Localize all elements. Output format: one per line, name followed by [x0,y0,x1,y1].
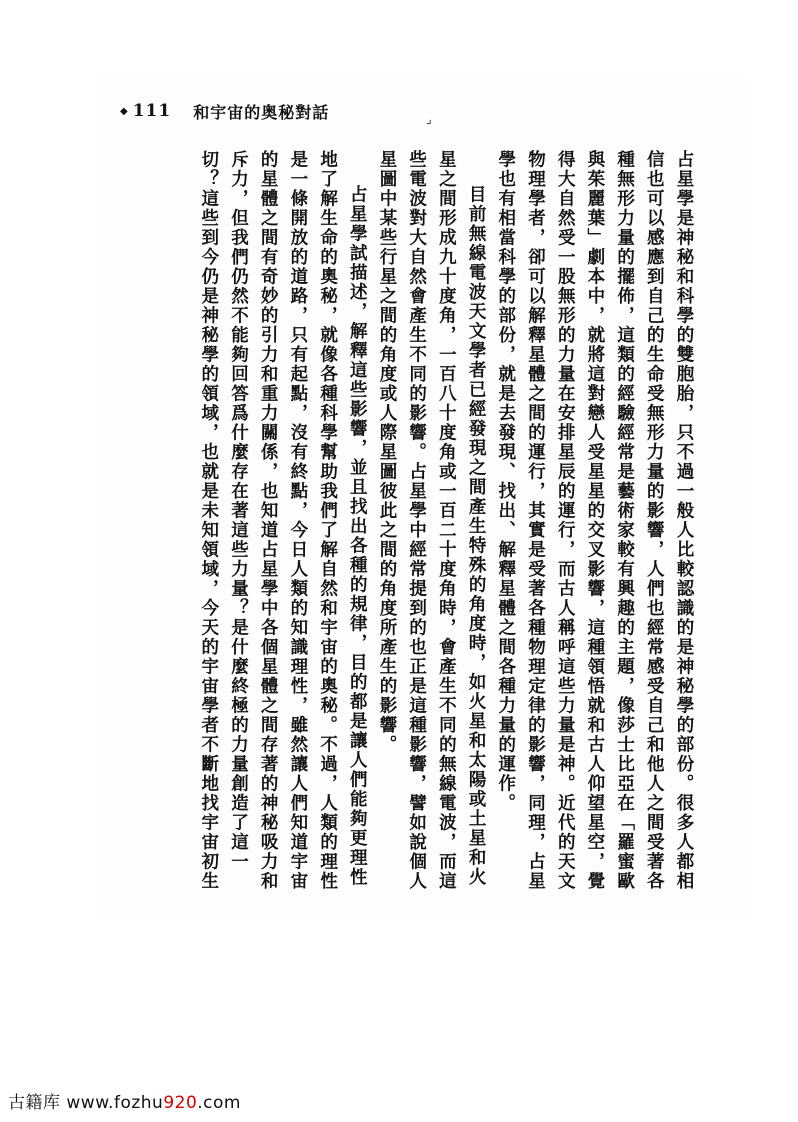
site-url-number: 920 [163,1093,198,1113]
page-number: 111 [132,101,172,121]
paragraph-2: 目前無線電波天文學者已經發現之間產生特殊的角度時，如火星和太陽或土星和火星之間形成九十度角，一百八十度角或一百二十度角時，會產生不同的無線電波，而這些電波對大自然會產生不同的影響。占星學中經常提到的也正是這種影響，譬如說個人星圖中某些行星之間的角度或人際星圖彼此之間的角度所產生的影響。 [376,150,487,891]
bullet-icon: ◆ [120,105,129,117]
body-text [128,150,698,900]
site-url-prefix: www.fozhu [66,1093,164,1113]
speck-mark: ⌟ [426,112,432,126]
site-url-suffix: .com [197,1093,241,1113]
running-title: 和宇宙的奥秘對話 [193,102,330,122]
site-name: 古籍库 [8,1093,61,1113]
paragraph-1: 占星學是神秘和科學的雙胞胎，只不過一般人比較認識的是神秘學的部份。很多人都相信也可以感應到自己的生命受無形力量的影響，人們也經常感受自己和他人之間受著各種無形力量的擺佈，這類的經驗經常是藝術家較有興趣的主題，像莎士比亞在「羅蜜歐與茱麗葉」劇本中，就將這對戀人受星星的交叉影響，這種領悟就和古人仰望星空，覺得大自然受一股無形的力量在安排星辰的運行，而古人稱呼這些力量是神。近代的天文物理學者，卻可以解釋星體之間的運行，其實是受著各種物理定律的影響，同理，占星學也有相當科學的部份，就是去發現、找出、解釋星體之間各種力量的運作。 [495,150,694,891]
site-footer[interactable] [8,1088,241,1113]
page-header [120,96,329,126]
paragraph-3: 占星學試描述，解釋這些影響，並且找出各種的規律，目的都是讓人們能夠更理性地了解生命的奧秘，就像各種科學幫助我們了解自然和宇宙的奧秘。不過，人類的理性是一條開放的道路，只有起點，沒有終點，今日人類的知識理性，雖然讓人們知道宇宙的星體之間有奇妙的引力和重力關係，也知道占星學中各個星體之間存著的神秘吸力和斥力，但我們仍然不能夠回答爲什麼存在著這些力量？是什麼終極的力量創造了這一切？這些到今仍是神秘學的領域，也就是未知領域，今天的宇宙學者不斷地找宇宙初生 [198,150,368,891]
